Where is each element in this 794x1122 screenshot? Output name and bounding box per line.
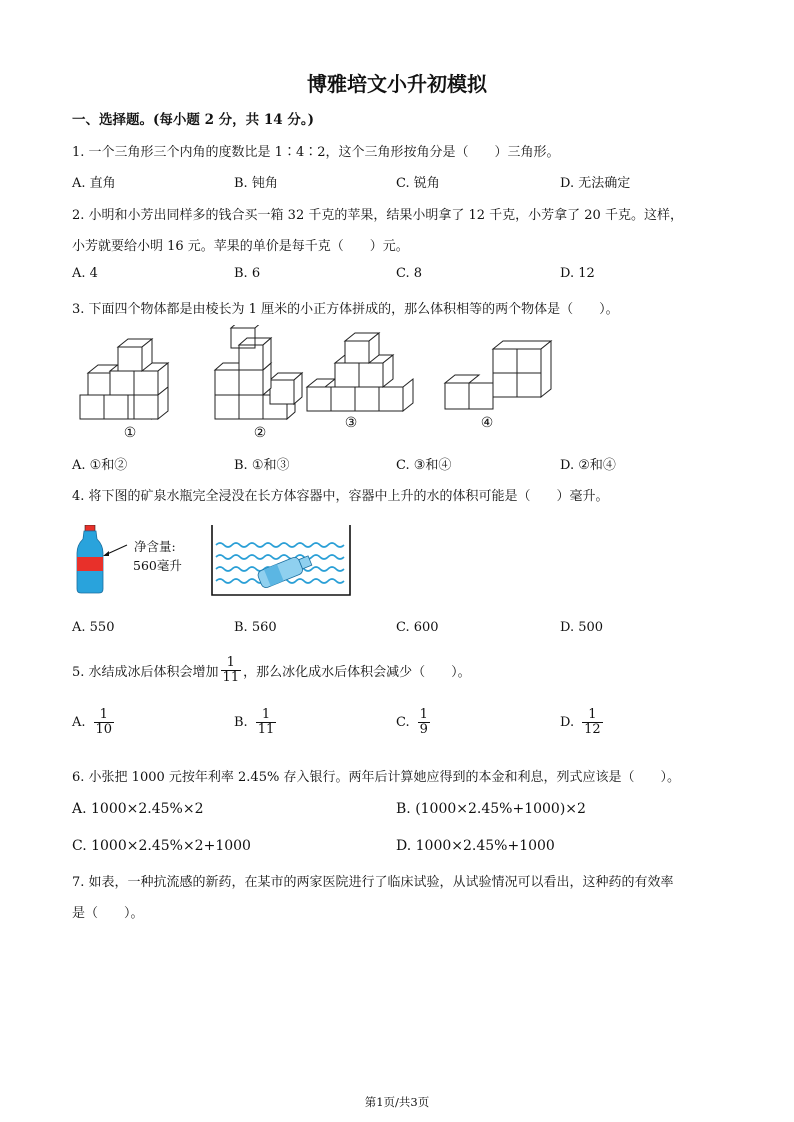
- question-1-text: 1. 一个三角形三个内角的度数比是 1∶4∶2，这个三角形按角分是（ ）三角形。: [72, 145, 560, 160]
- cube-figure-3: [307, 333, 413, 411]
- question-2-line-1: 2. 小明和小芳出同样多的钱合买一箱 32 千克的苹果，结果小明拿了 12 千克，小芳拿了 20 千克。这样，: [72, 208, 683, 223]
- q3-option-b[interactable]: B. ①和③: [234, 458, 290, 473]
- cube-figure-1: [80, 339, 168, 419]
- bottle-label-line-2: 560毫升: [133, 558, 182, 573]
- cube-figure-4: [445, 341, 551, 409]
- question-5-text-before: 5. 水结成冰后体积会增加: [72, 664, 219, 680]
- cube-figures: [60, 325, 580, 445]
- q3-option-c[interactable]: C. ③和④: [396, 458, 452, 473]
- q1-option-c[interactable]: C. 锐角: [396, 176, 440, 191]
- option-letter: B.: [234, 714, 248, 730]
- fraction-denominator: 11: [257, 721, 275, 737]
- q1-option-b[interactable]: B. 钝角: [234, 176, 278, 191]
- q2-option-d[interactable]: D. 12: [560, 266, 595, 281]
- question-3-text: 3. 下面四个物体都是由棱长为 1 厘米的小正方体拼成的，那么体积相等的两个物体是（ ）。: [72, 302, 619, 317]
- option-letter: C.: [396, 714, 410, 730]
- q2-option-b[interactable]: B. 6: [234, 266, 261, 281]
- option-fraction: [94, 708, 115, 736]
- option-fraction: [582, 708, 603, 736]
- water-container-image: [210, 525, 352, 597]
- question-5: [72, 656, 471, 684]
- q6-option-d[interactable]: D. 1000×2.45%+1000: [396, 838, 555, 854]
- fraction-numerator: 1: [256, 708, 277, 723]
- option-fraction: [256, 708, 277, 736]
- q5-option-a[interactable]: [72, 708, 116, 736]
- fraction-numerator: 1: [221, 656, 242, 671]
- option-letter: D.: [560, 714, 575, 730]
- q5-option-b[interactable]: [234, 708, 278, 736]
- q2-option-c[interactable]: C. 8: [396, 266, 423, 281]
- question-7-line-2: 是（ ）。: [72, 906, 144, 921]
- question-5-fraction: [221, 656, 242, 684]
- bottle-label-line-1: 净含量:: [134, 539, 176, 554]
- option-letter: A.: [72, 714, 86, 730]
- cube-figure-2: [215, 325, 302, 419]
- figure-label-3: ③: [344, 415, 358, 431]
- fraction-denominator: 11: [222, 669, 240, 685]
- fraction-denominator: 12: [584, 721, 601, 737]
- fraction-numerator: 1: [419, 707, 428, 722]
- q4-option-d[interactable]: D. 500: [560, 620, 604, 635]
- q4-option-c[interactable]: C. 600: [396, 620, 439, 635]
- question-6-text: 6. 小张把 1000 元按年利率 2.45% 存入银行。两年后计算她应得到的本金和利息，列式应该是（ ）。: [72, 770, 680, 785]
- question-2-line-2: 小芳就要给小明 16 元。苹果的单价是每千克（ ）元。: [72, 239, 409, 254]
- fraction-numerator: 1: [94, 708, 115, 723]
- q6-option-a[interactable]: A. 1000×2.45%×2: [72, 801, 204, 817]
- section-heading: 一、选择题。(每小题 2 分，共 14 分。): [72, 112, 315, 128]
- figure-label-1: ①: [123, 425, 137, 441]
- q4-option-a[interactable]: A. 550: [72, 620, 115, 635]
- option-fraction: [418, 708, 430, 736]
- q2-option-a[interactable]: A. 4: [72, 266, 98, 281]
- q1-option-a[interactable]: A. 直角: [72, 176, 116, 191]
- fraction-numerator: 1: [582, 708, 603, 723]
- question-7-line-1: 7. 如表，一种抗流感的新药，在某市的两家医院进行了临床试验，从试验情况可以看出，这种药的有效率: [72, 875, 674, 890]
- page-footer: 第1页/共3页: [364, 1095, 430, 1109]
- question-4-text: 4. 将下图的矿泉水瓶完全浸没在长方体容器中，容器中上升的水的体积可能是（ ）毫升。: [72, 489, 609, 504]
- page-title: 博雅培文小升初模拟: [307, 72, 487, 96]
- q6-option-c[interactable]: C. 1000×2.45%×2+1000: [72, 838, 251, 854]
- q5-option-c[interactable]: [396, 708, 432, 736]
- q6-option-b[interactable]: B. (1000×2.45%+1000)×2: [396, 801, 586, 817]
- figure-label-2: ②: [253, 425, 267, 441]
- question-5-text-after: ，那么冰化成水后体积会减少（ ）。: [243, 664, 471, 680]
- q4-option-b[interactable]: B. 560: [234, 620, 277, 635]
- q3-option-a[interactable]: A. ①和②: [72, 458, 128, 473]
- figure-label-4: ④: [480, 415, 494, 431]
- fraction-denominator: 10: [95, 721, 113, 737]
- q3-option-d[interactable]: D. ②和④: [560, 458, 616, 473]
- q1-option-d[interactable]: D. 无法确定: [560, 176, 631, 191]
- q5-option-d[interactable]: [560, 708, 605, 736]
- fraction-denominator: 9: [419, 721, 428, 737]
